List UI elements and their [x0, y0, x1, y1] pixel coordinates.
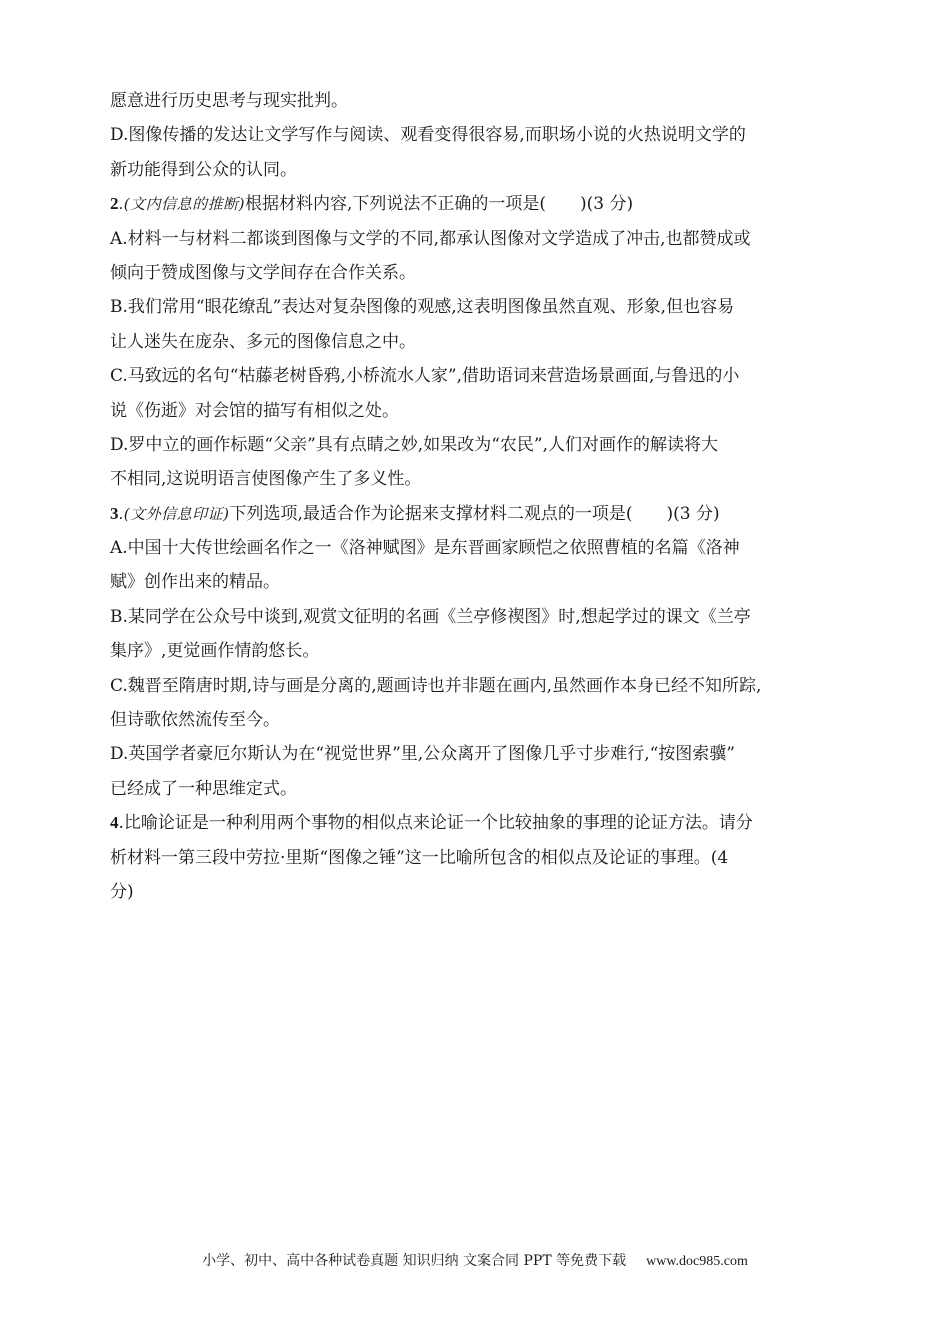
text-line: 新功能得到公众的认同。 [110, 159, 297, 180]
question-tag: .(文外信息印证) [118, 504, 230, 523]
question-3-stem: 3.(文外信息印证)下列选项,最适合作为论据来支撑材料二观点的一项是( )(3 分) [110, 503, 720, 524]
text-line: 分) [110, 881, 134, 902]
option-d-line: D.图像传播的发达让文学写作与阅读、观看变得很容易,而职场小说的火热说明文学的 [110, 125, 746, 146]
text-line: 倾向于赞成图像与文学间存在合作关系。 [110, 262, 416, 283]
question-2-stem: 2.(文内信息的推断)根据材料内容,下列说法不正确的一项是( )(3 分) [110, 194, 634, 215]
question-number: 2 [110, 194, 119, 214]
text-line: 集序》,更觉画作情韵悠长。 [110, 641, 320, 662]
text-line: 已经成了一种思维定式。 [110, 778, 297, 799]
option-b-line: B.我们常用“眼花缭乱”表达对复杂图像的观感,这表明图像虽然直观、形象,但也容易 [110, 297, 735, 318]
footer-text: 小学、初中、高中各种试卷真题 知识归纳 文案合同 PPT 等免费下载 [202, 1253, 627, 1269]
text-line: 让人迷失在庞杂、多元的图像信息之中。 [110, 331, 416, 352]
option-c-line: C.魏晋至隋唐时期,诗与画是分离的,题画诗也并非题在画内,虽然画作本身已经不知所踪, [110, 675, 762, 696]
text-line: 但诗歌依然流传至今。 [110, 710, 280, 731]
option-a-line: A.中国十大传世绘画名作之一《洛神赋图》是东晋画家顾恺之依照曹植的名篇《洛神 [110, 538, 740, 559]
option-a-line: A.材料一与材料二都谈到图像与文学的不同,都承认图像对文学造成了冲击,也都赞成或 [110, 228, 751, 249]
option-d-line: D.英国学者豪厄尔斯认为在“视觉世界”里,公众离开了图像几乎寸步难行,“按图索骥” [110, 744, 735, 765]
text-line: 愿意进行历史思考与现实批判。 [110, 91, 348, 111]
document-body [110, 84, 843, 909]
question-4-stem: 4.比喻论证是一种利用两个事物的相似点来论证一个比较抽象的事理的论证方法。请分 [110, 813, 753, 834]
question-tag: .(文内信息的推断) [118, 195, 245, 214]
option-b-line: B.某同学在公众号中谈到,观赏文征明的名画《兰亭修禊图》时,想起学过的课文《兰亭 [110, 606, 751, 627]
option-c-line: C.马致远的名句“枯藤老树昏鸦,小桥流水人家”,借助语词来营造场景画面,与鲁迅的小 [110, 366, 740, 387]
page-footer [0, 1250, 950, 1270]
text-line: 赋》创作出来的精品。 [110, 572, 280, 593]
text-line: 说《伤逝》对会馆的描写有相似之处。 [110, 400, 399, 421]
question-number: 4 [110, 813, 119, 833]
text-line: 析材料一第三段中劳拉·里斯“图像之锤”这一比喻所包含的相似点及论证的事理。(4 [110, 847, 729, 868]
footer-site[interactable]: www.doc985.com [646, 1254, 748, 1269]
question-number: 3 [110, 503, 119, 523]
option-d-line: D.罗中立的画作标题“父亲”具有点睛之妙,如果改为“农民”,人们对画作的解读将大 [110, 434, 718, 455]
text-line: 不相同,这说明语言使图像产生了多义性。 [110, 469, 422, 490]
